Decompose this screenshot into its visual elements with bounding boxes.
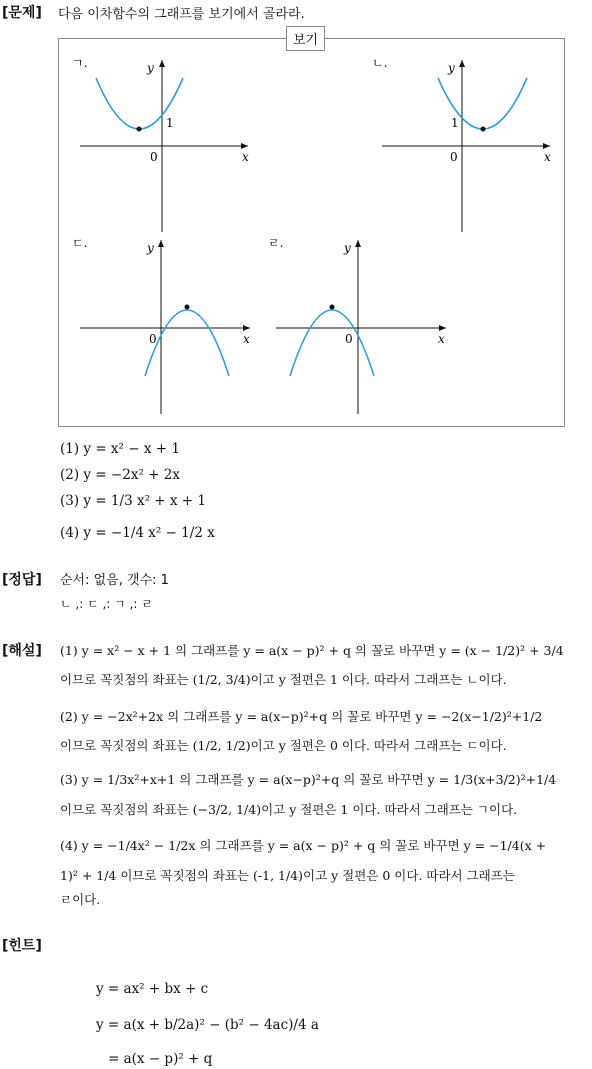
graph-a [72, 56, 249, 232]
graph-d-label: ㄹ. [268, 236, 284, 250]
graph-a-vertex [137, 127, 142, 132]
graph-b-label: ㄴ. [372, 56, 388, 70]
graph-b-one: 1 [451, 116, 459, 130]
graph-b-vertex [481, 127, 486, 132]
graph-c-ylabel: y [147, 241, 154, 255]
graph-a-label: ㄱ. [72, 56, 88, 70]
graph-c-vertex [185, 305, 190, 310]
option-2: (2) y = −2x² + 2x [60, 467, 180, 483]
graph-b-xlabel: x [544, 150, 551, 164]
hint-label: [힌트] [2, 938, 42, 954]
explanation-2a: (2) y = −2x²+2x 의 그래프를 y = a(x−p)²+q 의 꼴로 바꾸면 y = −2(x−1/2)²+1/2 [60, 709, 543, 724]
graph-d [268, 236, 446, 414]
graph-b [372, 56, 551, 232]
explanation-3a: (3) y = 1/3x²+x+1 의 그래프를 y = a(x−p)²+q 의 꼴로 바꾸면 y = 1/3(x+3/2)²+1/4 [60, 772, 557, 787]
explanation-label: [해설] [2, 643, 42, 659]
answer-line2: ㄴ ,: ㄷ ,: ㄱ ,: ㄹ [60, 597, 153, 611]
graph-c-label: ㄷ. [72, 236, 88, 250]
explanation-2b: 이므로 꼭짓점의 좌표는 (1/2, 1/2)이고 y 절편은 0 이다. 따라서 그래프는 ㄷ이다. [60, 738, 507, 753]
graph-d-xlabel: x [438, 332, 445, 346]
explanation-4a: (4) y = −1/4x² − 1/2x 의 그래프를 y = a(x − p)² + q 의 꼴로 바꾸면 y = −1/4(x + [60, 838, 547, 853]
graph-b-ylabel: y [448, 61, 455, 75]
option-3: (3) y = 1/3 x² + x + 1 [60, 493, 206, 509]
option-1: (1) y = x² − x + 1 [60, 441, 180, 457]
option-4: (4) y = −1/4 x² − 1/2 x [60, 525, 215, 541]
graph-d-curve [290, 310, 374, 376]
example-box-title: 보기 [286, 26, 325, 51]
graph-d-ylabel: y [344, 241, 351, 255]
explanation-4c: ㄹ이다. [60, 892, 101, 907]
hint-line2: y = a(x + b/2a)² − (b² − 4ac)/4 a [96, 1017, 319, 1033]
graph-d-origin: 0 [345, 332, 353, 346]
graph-c [72, 236, 250, 414]
problem-text: 다음 이차함수의 그래프를 보기에서 골라라. [58, 7, 305, 22]
graph-a-one: 1 [166, 116, 174, 130]
graph-a-xlabel: x [242, 150, 249, 164]
problem-label: [문제] [2, 5, 42, 21]
explanation-1b: 이므로 꼭짓점의 좌표는 (1/2, 3/4)이고 y 절편은 1 이다. 따라서 그래프는 ㄴ이다. [60, 672, 507, 687]
graph-c-origin: 0 [149, 332, 157, 346]
answer-label: [정답] [2, 572, 42, 588]
explanation-1a: (1) y = x² − x + 1 의 그래프를 y = a(x − p)² + q 의 꼴로 바꾸면 y = (x − 1/2)² + 3/4 [60, 643, 564, 658]
graphs-svg [0, 0, 592, 430]
graph-a-origin: 0 [150, 150, 158, 164]
hint-line3: = a(x − p)² + q [108, 1051, 213, 1067]
hint-line1: y = ax² + bx + c [96, 981, 209, 997]
graph-d-vertex [330, 305, 335, 310]
answer-line1: 순서: 없음, 갯수: 1 [60, 573, 169, 588]
graph-a-ylabel: y [147, 61, 154, 75]
graph-b-origin: 0 [450, 150, 458, 164]
explanation-4b: 1)² + 1/4 이므로 꼭짓점의 좌표는 (-1, 1/4)이고 y 절편은 0 이다. 따라서 그래프는 [60, 868, 515, 883]
graph-c-curve [145, 310, 229, 376]
graph-c-xlabel: x [243, 332, 250, 346]
explanation-3b: 이므로 꼭짓점의 좌표는 (−3/2, 1/4)이고 y 절편은 1 이다. 따라서 그래프는 ㄱ이다. [60, 802, 518, 817]
